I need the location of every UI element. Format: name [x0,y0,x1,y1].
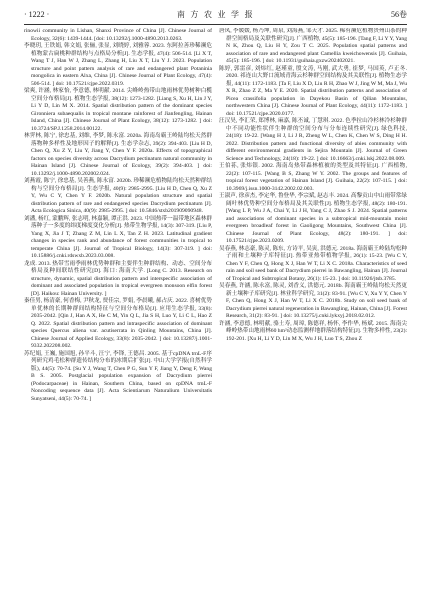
reference-entry: 陈婷, 郭雷彦, 刘炜红, 赵瑾童, 殷文涛, 马刚, 武大勇, 崔梦, 马国英, 卢正冬. 2020. 祁连山大野口流域青海云杉种群空间结构及其关联性[J]. 植物生态学报, 44(11): 1172-1183. [Ta F, Liu X D, Liu R H, Zhao W J, Jing W M, Ma J, Wu X R, Zhao Z Z, Ma Y E. 2020. Spatial distribution patterns and association of Picea crassifolia population in Dayekou Basin of Qilian Mountains, northwestern China [J]. Chinese Journal of Plant Ecology, 44(11): 1172-1183. ] doi: 10.17521/cjpe.2020.0177. [219,65,407,117]
reference-entry: 许涵, 李意德, 林明献, 骆土寿, 周璋, 陈德祥, 杨怀, 李作华, 杨斌. 2015. 海南尖峰岭热带山地雨林60 hm²动态监测样地群落结构特征[J]. 生物多样性, 23(2): 192-201. [Xu H, Li Y D, Lin M X, Wu J H, Luo T S, Zhou Z [219,320,407,342]
reference-entry: rinowii community in Lishan, Shanxi Province of China [J]. Chinese Journal of Ecology, 32(6): 1439-1444. [doi: 10.13292/j.1000-4890.2013.0263. [24,28,212,42]
reference-entry: 汪汉昊, 李汇荣, 郑博林, 麻嘉, 陈丕诚, 丁慧琪. 2022. 色季拉山冷杉林冷杉种群中不同功能性状伴生种群的空间分布与分布连续性研究[J]. 绿色科技, 24(18): 19-22. [Wang H J, Li J R, Zheng W L, Chen K, Chen W S, Ding H H. 2022. Distribution pattern and functional diversity of abies community with different environmental gradients in Sejira Mountain [J]. Journal of Green Science and Technology, 24(18): 19-22. ] doi: 10.16663/j.cnki.lskj.2022.08.009. [219,118,407,162]
reference-entry: 苏纪娟, 王巍, 施国旭, 孙平斗, 汪宁, 李锋, 王德昌. 2005. 基于cpDNA trnL-F序列研究鸡毛松种群遗传结构分布的冰期后扩张[J]. 中山大学学报(自然科学版), 44(5): 70-74. [Su Y J, Wang T, Chen P G, Sun Y F, Jiang Y, Deng F, Wang B S. 2005. Postglacial population expansion of Dacrydium pierrei (Podocarpaceae) in Hainan, Southern China, based on cpDNA trnL-F Noncoding sequence data [J]. Acta Scientiarum Naturalium Universitatis Sunyatseni, 44(5): 70-74. ] [24,350,212,402]
reference-entry: 李晓玥, 王铁娟, 韩文娟, 张俪, 张显, 刘晓婷, 刘雅蓉. 2023. 东阿拉善珍稀濒危植物蒙古扁桃种群结构与点格局分析[J]. 生态学报, 47(4): 506-514. [Li X T, Wang T J, Han W J, Zhang L, Zhang H, Liu X T, Liu Y J. 2023. Population structure and point pattern analysis of rare and endangered plant Potaninia mongolica in eastern Alxa, China [J]. Chinese Journal of Plant Ecology, 47(4): 506-514. ] doi: 10.17521/cjpe.2022.0319. [24,43,212,87]
reference-entry: 吴春燕, 林志豪, 陈灵, 陈东, 方诗平, 吴寅, 洪德元. 2018a. 海南霸王岭陆均松种子雨和土壤种子库特征[J]. 热带亚热带植物学报, 26(1): 15-23. [Wu C Y, Chen Y F, Chen Q, Hong X J, Han W T, Li X C. 2018a. Characteristics of seed rain and soil seed bank of Dacrydium pierrei in Bawangling, Hainan [J]. Journal of Tropical and Subtropical Botany, 26(1): 15-23. ] doi: 10.11926/jtsb.3785. [219,245,407,282]
reference-entry: 王淑声, 徐彦杰, 李定华, 鲁登华, 李宗斌, 赵志丰. 2024. 高黎贡山中山雨带常绿阔叶林优势种空间分布格局及其关联性[J]. 植物生态学报, 48(2): 180-191. [Wang L P, Wu J A, Chai Y, Li J H, Yang C J, Zhao S J. 2024. Spatial patterns and associations of dominant species in a subtropical mid-mountain moist evergreen broadleaf forest in Gaoligong Mountains, Southwest China [J]. Chinese Journal of Plant Ecology, 48(2): 180-191. ] doi: 10.17521/cjpe.2023.0209. [219,193,407,244]
reference-entry: 龙成. 2013. 热带雪雨季雨林优势种群和主要伴生种群结构、动态、空间分布格局及种间联结性研究[D]. 海口: 海南大学. [Long C. 2013. Research on structure, dynamic, spatial distribution pattern and interspecific association of dominant and associated population in tropical evergreen monsoon elfin forest [D]. Haikou: Hainan University. ] [24,260,212,297]
reference-entry: 秦佳男, 杨清豪, 何香梅, 尹秋龙, 贾佳宗, 罗娟, 李晨曦, 郝占庆. 2022. 喜树优势单优林的长期种群间结构特征与空间分布格局[J]. 应用生态学报, 33(8): 2035-2042. [Qin J, Han A X, He C M, Yin Q L, Jia S H, Luo Y, Li C L, Hao Z Q. 2022. Spatial distribution pattern and intraspecific association of dominant species Quercus aliena var. acutiserrata in Qinling Mountains, China [J]. Chinese Journal of Applied Ecology, 33(8): 2035-2042. ] doi: 10.13287/j.1001-9332.202208.002. [24,298,212,349]
page-number: · 1222 · [24,10,50,19]
volume-label: 56卷 [391,10,407,19]
page-header [24,9,407,23]
reference-entry: 刘潘, 杨红, 蒙鹏辉, 张志明, 林嘉颖, 谭正洪. 2023. 中国热带一温带地区森林群落种子一多度的纬度梯度变化分析[J]. 热带生物学报, 14(3): 307-319. [Liu P, Yang X, Jia J T, Zhang Z M, Lin L X, Tan Z H. 2023. Latitudinal gradient changes in species rank and abundance of forest communities in tropical to temperate China [J]. Journal of Tropical Biology, 14(3): 307-319. ] doi: 10.15886/j.cnki.rdswxb.2023.03.008. [24,215,212,259]
journal-title: 南 方 农 业 学 报 [176,10,255,19]
right-column [219,28,407,599]
reference-entry: 唐凤, 李媛媛, 杨乃坤, 周泉, 刘海燕, 邹天才. 2025. 稀有濒危植物贵州山茶的种群空间格局及关联性研究[J]. 广西植物, 45(5): 185-196. [Tang F, Li Y Y, Yang N K, Zhou Q, Liu H Y, Zou T C. 2025. Population spatial patterns and association of rare and endangered plant Camellia kweichowensis [J]. Guihaia, 45(5): 185-196. ] doi: 10.11931/guihaia.gxzw202402021. [219,28,407,64]
header-rule [24,24,407,25]
reference-entry: 王伯荪, 张炜银. 2002. 海南岛热带森林植被的类型及其特征[J]. 广西植物, 22(2): 107-115. [Wang B S, Zhang W Y. 2002. The groups and features of tropical forest vegetation of Hainan Island [J]. Guihaia, 22(2): 107-115. ] doi: 10.3969/j.issn.1000-3142.2002.02.003. [219,163,407,192]
reference-entry: 吴春燕, 许涵, 陈永富, 陈灵, 刘香义, 洪德元. 2018b. 海南霸王岭陆均松天然更新土壤种子库研究[J]. 林业科学研究, 31(2): 83-91. [Wu C Y, Xu Y Y, Chen Y F, Chen Q, Hong X J, Han W T, Li X C. 2018b. Study on soil seed bank of Dacrydium pierrei natural regeneration in Bawangling, Hainan, China [J]. Forest Research, 31(2): 83-91. ] doi: 10.13275/j.cnki.lykxyj.2018.02.012. [219,283,407,319]
reference-entry: 林霁林, 陈宁, 徐忠基, 刘维, 李梦, 陈永富. 2020a. 海南岛霸王岭陆均松天然群落物种多样性及地形因子的解释[J]. 生态学杂志, 39(2): 394-403. [Liu H D, Chen Q, Xu Z Y, Liu Y, Jiang Y, Chen Y F. 2020a. Effects of topographical factors on species diversity across Dacrydium pectinatum natural community in Hainan Island [J]. Chinese Journal of Ecology, 39(2): 394-403. ] doi: 10.13292/j.1000-4890.202002.024. [24,133,212,177]
reference-entry: 梁爽, 许涵, 林家怡, 李意德, 林明献. 2014. 尖峰岭热带山地雨林优势树种白榄空间分布格局[J]. 植物生态学报, 38(12): 1273-1282. [Liang S, Xu H, Lin J Y, Li Y D, Lin M X. 2014. Spatial distribution pattern of the dominant species Gironniera subaequalis in tropical montane rainforest of Jianfengling, Hainan Island, China [J]. Chinese Journal of Plant Ecology, 38(12): 1273-1282. ] doi: 10.3724/SP.J.1258.2014.00122. [24,88,212,132]
left-column [24,28,212,599]
reference-entry: 刘燕霞, 陈宁, 徐忠基, 吴善燕, 陈永富. 2020b. 珍稀濒危植物陆均松天然种群结构与空间分布格局[J]. 生态学报, 40(9): 2985-2995. [Liu H D, Chen Q, Xu Z Y, Wu C Y, Chen Y F. 2020b. Natural population structure and spatial distribution pattern of rare and endangered species Dacrydium pectinatum [J]. Acta Ecologica Sinica, 40(9): 2985-2995. ] doi: 10.5846/stxb201909090948. [24,178,212,214]
